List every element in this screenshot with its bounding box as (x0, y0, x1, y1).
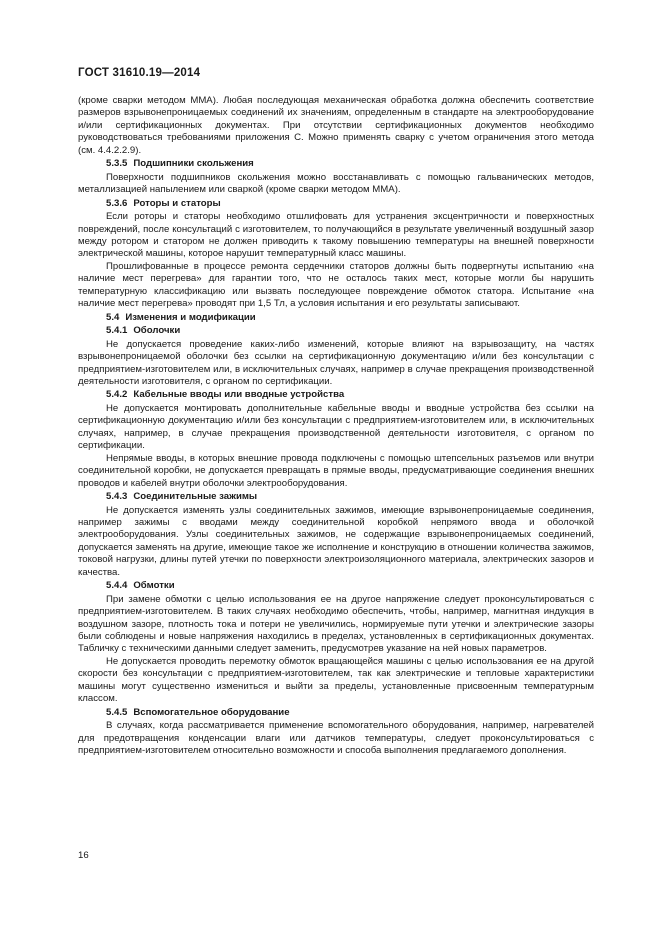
section-number: 5.4 (106, 311, 120, 323)
paragraph: Если роторы и статоры необходимо отшлифовать для устранения эксцентричности и поверхностных повреждений, после консультаций с изготовителем, то получающийся в результате увеличенный воздушный зазор между ротором и статором не должен приводить к такому повышению температуры на внешней поверхности электрической машины, которое нарушит температурный класс машины. (78, 211, 594, 260)
section-heading-5-4-1 (78, 325, 594, 337)
section-number: 5.3.5 (106, 158, 128, 170)
paragraph: (кроме сварки методом ММА). Любая последующая механическая обработка должна обеспечить соответствие размеров взрывонепроницаемых соединений их значениям, определенным в стандарте на электрооборудование и/или сертификационных документах. При отсутствии сертификационных документов необходимо руководствоваться требованиями приложения С. Можно применять сварку с учетом ограничения этого метода (см. 4.4.2.2.9). (78, 95, 594, 156)
section-title: Соединительные зажимы (133, 491, 258, 503)
paragraph: Непрямые вводы, в которых внешние провода подключены с помощью штепсельных разъемов или внутри соединительной коробки, не допускается превращать в прямые вводы, предусматривающие соединения внешних проводов и кабелей внутри оболочки электрооборудования. (78, 452, 594, 489)
standard-header: ГОСТ 31610.19—2014 (78, 67, 201, 79)
section-heading-5-4-2 (78, 389, 594, 401)
section-title: Кабельные вводы или вводные устройства (133, 389, 345, 401)
paragraph: При замене обмотки с целью использования ее на другое напряжение следует проконсультироваться с предприятием-изготовителем. В таких случаях необходимо обеспечить, чтобы, например, магнитная индукция в воздушном зазоре, плотность тока и потери не увеличились, нормируемые пути утечки и электрические зазоры были соблюдены и новые напряжения находились в пределах, установленных в сертификационных документах. Табличку с техническими данными следует заменить, предусмотрев указание на ней новых параметров. (78, 593, 594, 655)
paragraph: Не допускается монтировать дополнительные кабельные вводы и вводные устройства без ссылки на сертификационную документацию и/или без консультации с предприятием-изготовителем или, в исключительных случаях, например, в случае прекращения производственной деятельности изготовителя, с органом по сертификации. (78, 402, 594, 452)
section-heading-5-3-6 (78, 198, 594, 210)
section-heading-5-4 (78, 312, 594, 324)
section-heading-5-4-4 (78, 580, 594, 592)
section-heading-5-4-5 (78, 707, 594, 719)
section-number: 5.4.2 (106, 389, 128, 401)
section-number: 5.4.4 (106, 580, 128, 592)
paragraph: Не допускается проведение каких-либо изменений, которые влияют на взрывозащиту, на частях взрывонепроницаемой оболочки без ссылки на сертификационную документацию и/или без консультации с предприятием-изготовителем или, в исключительных случаях, например в случае прекращения производственной деятельности изготовителя, с органом по сертификации. (78, 338, 594, 387)
section-number: 5.3.6 (106, 197, 128, 209)
section-number: 5.4.1 (106, 325, 128, 337)
section-title: Оболочки (133, 325, 181, 337)
paragraph: В случаях, когда рассматривается применение вспомогательного оборудования, например, нагревателей для предотвращения конденсации влаги или датчиков температуры, следует проконсультироваться с предприятием-изготовителем относительно возможности и способа выполнения предлагаемого дополнения. (78, 720, 594, 757)
section-number: 5.4.3 (106, 491, 128, 503)
section-title: Изменения и модификации (125, 311, 256, 323)
document-body (78, 95, 594, 758)
paragraph: Прошлифованные в процессе ремонта сердечники статоров должны быть подвергнуты испытанию «на наличие мест перегрева» для гарантии того, что не осталось таких мест, которые могли бы нарушить температурную классификацию или вызвать последующее повреждение обмоток статора. Испытание «на наличие мест перегрева» проводят при 1,5 Тл, а условия испытания и его результаты записывают. (78, 260, 594, 310)
section-title: Роторы и статоры (133, 197, 221, 209)
section-heading-5-3-5 (78, 158, 594, 170)
paragraph: Не допускается изменять узлы соединительных зажимов, имеющие взрывонепроницаемые соединения, например зажимы с вводами между соединительной коробкой непрямого ввода и оболочкой электрооборудования. Узлы соединительных зажимов, не содержащие взрывонепроницаемых соединений, допускается заменять на другие, имеющие такое же исполнение и конструкцию в отношении количества зажимов, токовой нагрузки, длины путей утечки по поверхности электроизоляционного материала, электрических зазоров и качества. (78, 504, 594, 578)
section-title: Обмотки (133, 580, 175, 592)
paragraph: Поверхности подшипников скольжения можно восстанавливать с помощью гальванических методов, металлизацией напылением или сваркой (кроме сварки методом ММА). (78, 171, 594, 196)
section-heading-5-4-3 (78, 491, 594, 503)
section-number: 5.4.5 (106, 706, 128, 718)
section-title: Вспомогательное оборудование (133, 706, 290, 718)
paragraph: Не допускается проводить перемотку обмоток вращающейся машины с целью использования ее на другой скорости без консультации с предприятием-изготовителем, так как электрические и тепловые характеристики машины могут существенно измениться и выйти за пределы, установленные присвоенным температурным классом. (78, 655, 594, 705)
page-number: 16 (78, 850, 89, 861)
section-title: Подшипники скольжения (133, 158, 254, 170)
